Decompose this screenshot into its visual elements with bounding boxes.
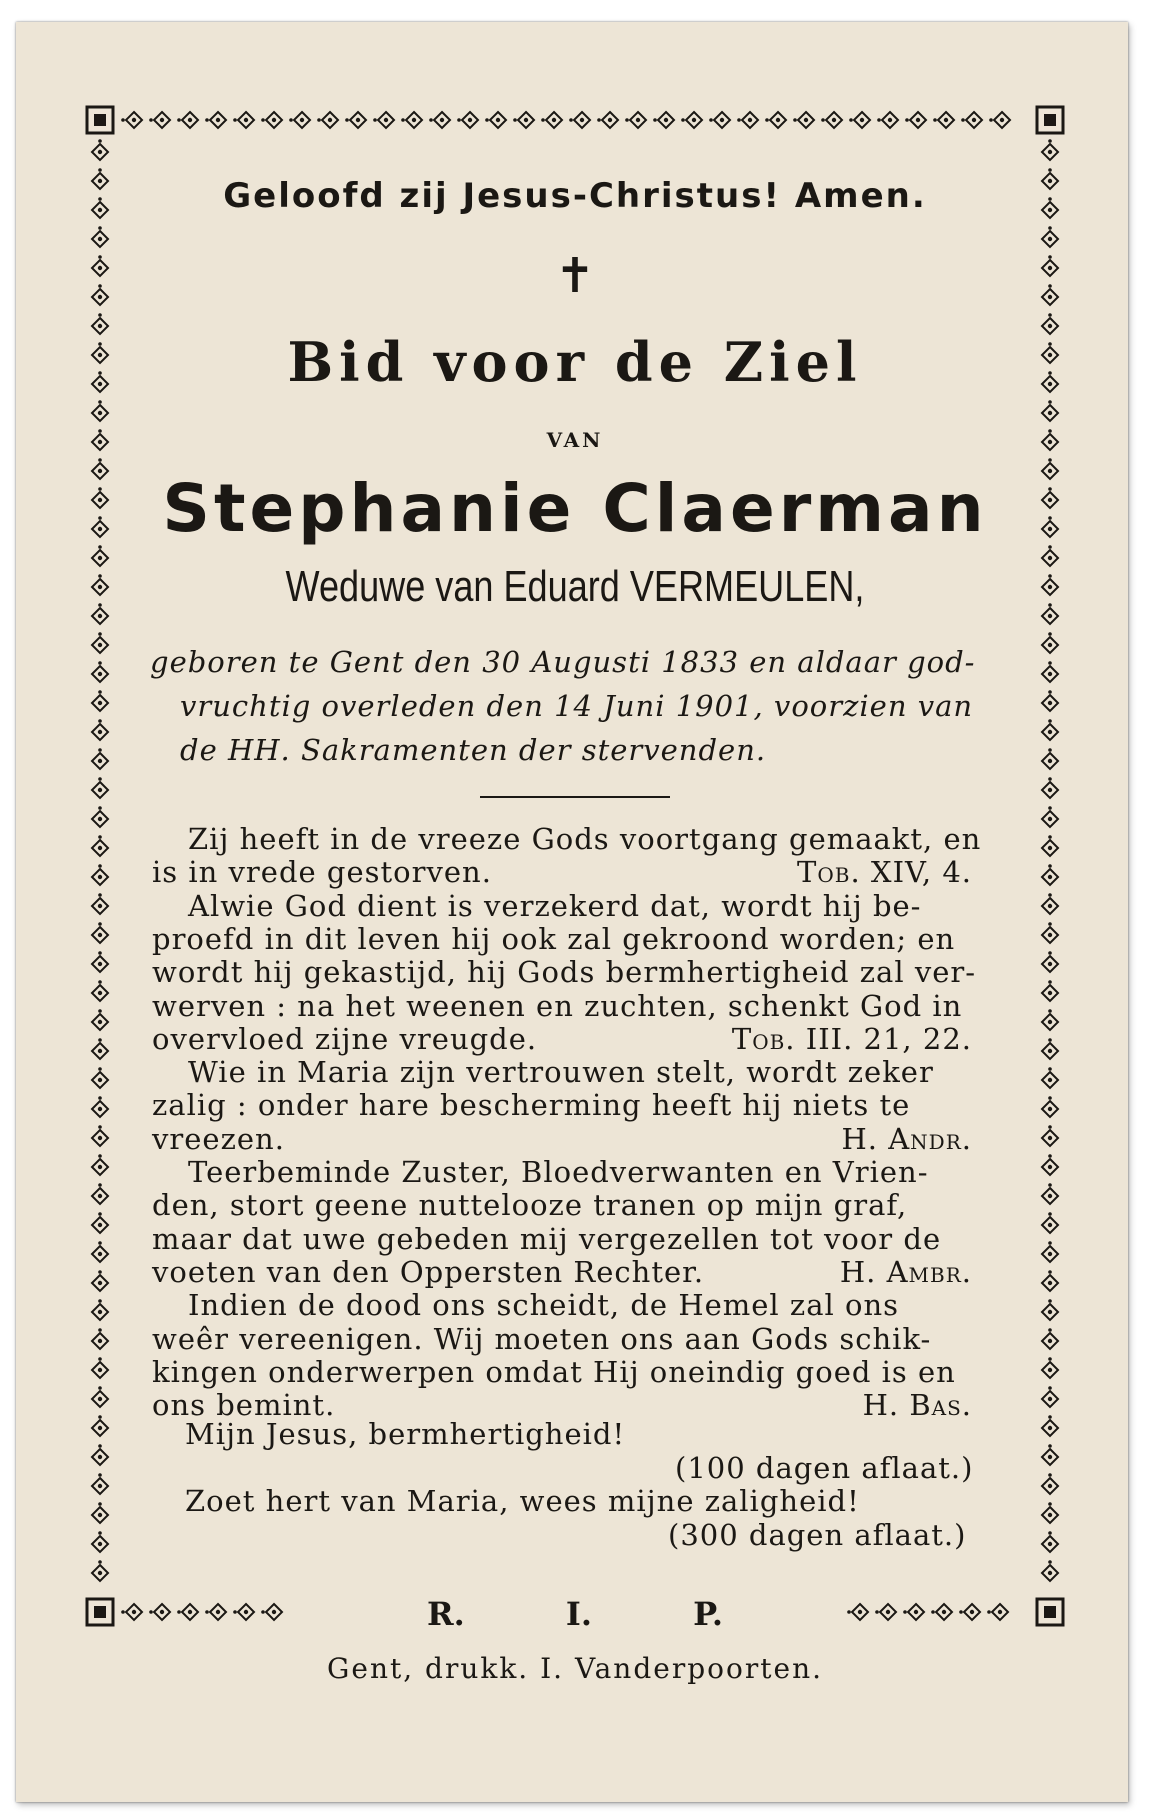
divider-rule (480, 796, 670, 798)
body-line-text: Alwie God dient is verzekerd dat, wordt hij be- (188, 888, 922, 923)
body-line (188, 889, 1048, 923)
body-line-text: Zij heeft in de vreeze Gods voortgang gemaakt, en (188, 822, 982, 856)
body-line-text: wordt hij gekastijd, hij Gods bermhertigheid zal ver- (152, 955, 977, 990)
body-line-text: maar dat uwe gebeden mij vergezellen tot voor de (152, 1221, 942, 1256)
body-line-text: vreezen. (152, 1121, 285, 1156)
body-line (152, 1355, 1012, 1389)
body-line (152, 955, 1012, 989)
prayer-line: Mijn Jesus, bermhertigheid! (185, 1417, 626, 1451)
scripture-source: H. Ambr. (839, 1254, 972, 1289)
body-line (152, 1188, 1012, 1222)
body-line-text: ons bemint. (152, 1388, 336, 1423)
body-line-text: Wie in Maria zijn vertrouwen stelt, wordt zeker (188, 1055, 934, 1090)
birth-line: geboren te Gent den 30 Augusti 1833 en aldaar god- (150, 645, 976, 679)
body-line (188, 1288, 1048, 1322)
body-line-text: den, stort geene nuttelooze tranen op mijn graf, (152, 1188, 908, 1223)
body-line (188, 1155, 1048, 1189)
body-line-text: weêr vereenigen. Wij moeten ons aan Gods schik- (152, 1321, 932, 1356)
printer-imprint: Gent, drukk. I. Vanderpoorten. (327, 1652, 823, 1685)
body-line-text: proefd in dit leven hij ook zal gekroond worden; en (152, 921, 956, 956)
deceased-name: Stephanie Claerman (162, 470, 988, 547)
body-line-text: overvloed zijne vreugde. (152, 1021, 538, 1056)
scripture-source: Tob. III. 21, 22. (731, 1021, 972, 1056)
body-line (152, 1088, 1012, 1122)
indulgence-note: (100 dagen aflaat.) (675, 1451, 974, 1485)
scripture-source: H. Bas. (862, 1388, 972, 1423)
body-line-text: kingen onderwerpen omdat Hij oneindig goed is en (152, 1354, 956, 1389)
birth-line: de HH. Sakramenten der stervenden. (180, 733, 767, 767)
body-line (152, 1222, 1012, 1256)
widow-line: Weduwe van Eduard VERMEULEN, (285, 562, 865, 611)
indulgence-note: (300 dagen aflaat.) (668, 1518, 967, 1552)
prayer-title: Bid voor de Ziel (287, 330, 863, 394)
body-line-text: zalig : onder hare bescherming heeft hij niets te (152, 1088, 911, 1123)
body-line-text: werven : na het weenen en zuchten, schenkt God in (152, 988, 963, 1023)
body-line-text: Teerbeminde Zuster, Bloedverwanten en Vrien- (188, 1155, 929, 1189)
body-line (152, 1322, 1012, 1356)
body-line (188, 1055, 1048, 1089)
rip-line: R. I. P. (426, 1595, 724, 1633)
van-label: VAN (546, 428, 604, 452)
scripture-source: H. Andr. (841, 1121, 972, 1156)
body-line-text: voeten van den Oppersten Rechter. (152, 1254, 705, 1289)
body-line (152, 989, 1012, 1023)
body-line (152, 922, 1012, 956)
scripture-source: Tob. XIV, 4. (797, 855, 972, 890)
cross-icon: ✝ (554, 248, 596, 304)
body-line-text: is in vrede gestorven. (152, 855, 492, 890)
body-line-text: Indien de dood ons scheidt, de Hemel zal ons (188, 1288, 899, 1323)
body-line (188, 822, 1048, 856)
prayer-line: Zoet hert van Maria, wees mijne zaligheid! (185, 1484, 860, 1518)
header-invocation: Geloofd zij Jesus-Christus! Amen. (223, 176, 927, 216)
birth-line: vruchtig overleden den 14 Juni 1901, voorzien van (180, 689, 974, 723)
